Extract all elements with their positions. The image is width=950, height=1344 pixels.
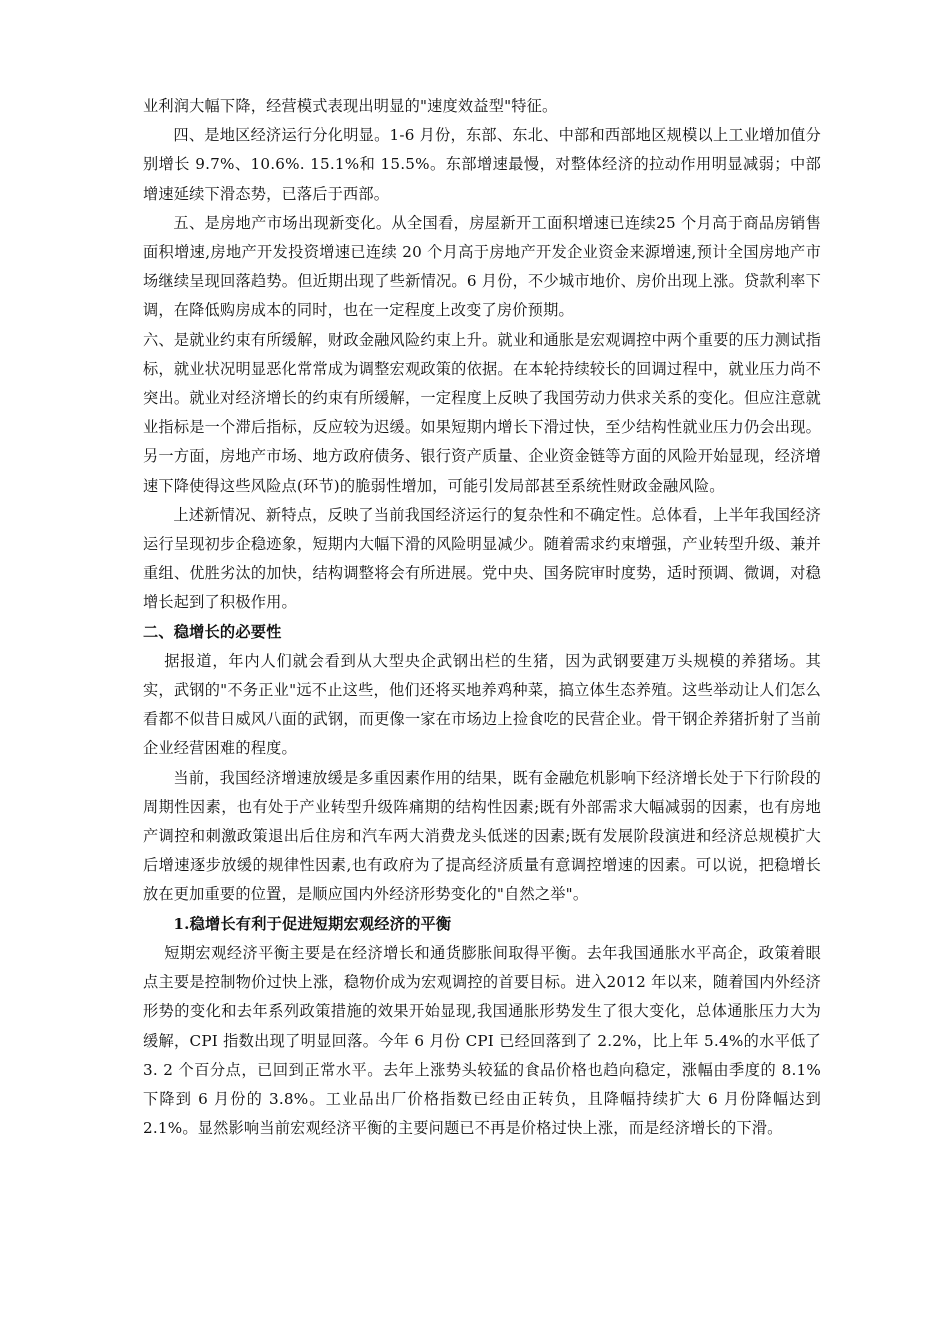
document-body	[143, 92, 821, 1143]
paragraph-summary: 上述新情况、新特点，反映了当前我国经济运行的复杂性和不确定性。总体看，上半年我国经济运行呈现初步企稳迹象，短期内大幅下滑的风险明显减少。随着需求约束增强，产业转型升级、兼并重组、优胜劣汰的加快，结构调整将会有所进展。党中央、国务院审时度势，适时预调、微调，对稳增长起到了积极作用。	[143, 505, 821, 612]
paragraph-continuation: 业利润大幅下降，经营模式表现出明显的"速度效益型"特征。	[143, 97, 558, 115]
paragraph-real-estate: 五、是房地产市场出现新变化。从全国看，房屋新开工面积增速已连续25 个月高于商品房销售面积增速,房地产开发投资增速已连续 20 个月高于房地产开发企业资金来源增速,预计全国房地产市场继续呈现回落趋势。但近期出现了些新情况。6 月份，不少城市地价、房价出现上涨。贷款利率下调，在降低购房成本的同时，也在一定程度上改变了房价预期。	[143, 213, 821, 320]
section-heading-2: 二、稳增长的必要性	[143, 622, 282, 641]
paragraph-short-term-balance: 短期宏观经济平衡主要是在经济增长和通货膨胀间取得平衡。去年我国通胀水平高企，政策着眼点主要是控制物价过快上涨，稳物价成为宏观调控的首要目标。进入2012 年以来，随着国内外经济形势的变化和去年系列政策措施的效果开始显现,我国通胀形势发生了很大变化，总体通胀压力大为缓解，CPI 指数出现了明显回落。今年 6 月份 CPI 已经回落到了 2.2%，比上年 5.4%的水平低了 3. 2 个百分点，已回到正常水平。去年上涨势头较猛的食品价格也趋向稳定，涨幅由季度的 8.1%下降到 6 月份的 3.8%。工业品出厂价格指数已经由正转负，且降幅持续扩大 6 月份降幅达到 2.1%。显然影响当前宏观经济平衡的主要问题已不再是价格过快上涨，而是经济增长的下滑。	[143, 943, 821, 1138]
subsection-heading-1: 1.稳增长有利于促进短期宏观经济的平衡	[173, 914, 452, 933]
paragraph-wisco-report: 据报道，年内人们就会看到从大型央企武钢出栏的生猪，因为武钢要建万头规模的养猪场。其实，武钢的"不务正业"远不止这些，他们还将买地养鸡种菜，搞立体生态养殖。这些举动让人们怎么看都不似昔日威风八面的武钢，而更像一家在市场边上捡食吃的民营企业。骨干钢企养猪折射了当前企业经营困难的程度。	[143, 651, 821, 758]
paragraph-employment-risk: 六、是就业约束有所缓解，财政金融风险约束上升。就业和通胀是宏观调控中两个重要的压力测试指标，就业状况明显恶化常常成为调整宏观政策的依据。在本轮持续较长的回调过程中，就业压力尚不突出。就业对经济增长的约束有所缓解，一定程度上反映了我国劳动力供求关系的变化。但应注意就业指标是一个滞后指标，反应较为迟缓。如果短期内增长下滑过快，至少结构性就业压力仍会出现。另一方面，房地产市场、地方政府债务、银行资产质量、企业资金链等方面的风险开始显现，经济增速下降使得这些风险点(环节)的脆弱性增加，可能引发局部甚至系统性财政金融风险。	[143, 330, 821, 495]
paragraph-regional-divergence: 四、是地区经济运行分化明显。1-6 月份，东部、东北、中部和西部地区规模以上工业增加值分别增长 9.7%、10.6%. 15.1%和 15.5%。东部增速最慢，对整体经济的拉动作用明显减弱；中部增速延续下滑态势，已落后于西部。	[143, 126, 821, 203]
paragraph-slowdown-causes: 当前，我国经济增速放缓是多重因素作用的结果，既有金融危机影响下经济增长处于下行阶段的周期性因素，也有处于产业转型升级阵痛期的结构性因素;既有外部需求大幅减弱的因素，也有房地产调控和刺激政策退出后住房和汽车两大消费龙头低迷的因素;既有发展阶段演进和经济总规模扩大后增速逐步放缓的规律性因素,也有政府为了提高经济质量有意调控增速的因素。可以说，把稳增长放在更加重要的位置，是顺应国内外经济形势变化的"自然之举"。	[143, 768, 821, 904]
